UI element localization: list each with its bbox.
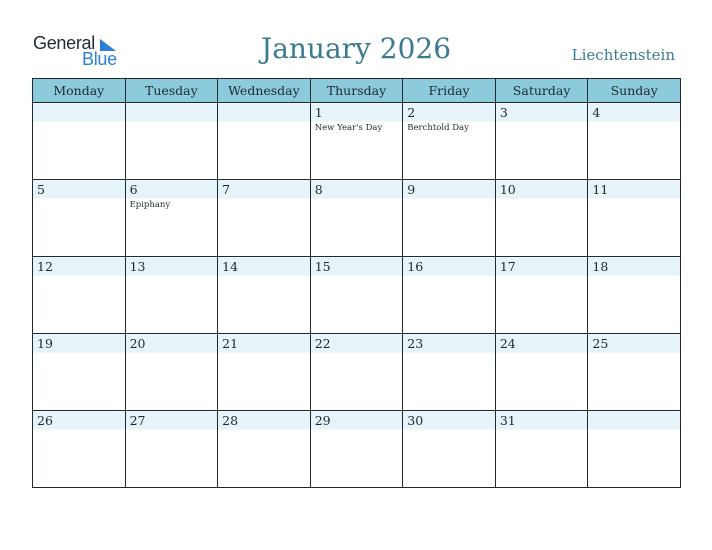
day-number: 19 xyxy=(37,336,53,351)
holiday-label xyxy=(496,198,588,200)
holiday-label xyxy=(588,412,680,414)
day-cell xyxy=(588,180,681,257)
holiday-label xyxy=(403,352,495,354)
weekday-header: Monday xyxy=(33,79,126,103)
holiday-label xyxy=(218,198,310,200)
week-row xyxy=(33,103,681,180)
day-cell xyxy=(125,103,218,180)
day-cell xyxy=(33,103,126,180)
holiday-label xyxy=(588,198,680,200)
holiday-label xyxy=(496,275,588,277)
day-number: 4 xyxy=(592,105,601,120)
day-cell xyxy=(125,411,218,488)
day-cell xyxy=(310,257,403,334)
day-number: 25 xyxy=(592,336,609,351)
day-cell xyxy=(588,334,681,411)
day-cell xyxy=(403,257,496,334)
day-number: 9 xyxy=(407,182,416,197)
holiday-label xyxy=(218,104,310,106)
day-number: 10 xyxy=(499,182,516,197)
day-number: 3 xyxy=(499,105,508,120)
week-row xyxy=(33,411,681,488)
day-cell xyxy=(310,411,403,488)
day-number: 27 xyxy=(129,413,146,428)
day-number: 15 xyxy=(314,259,331,274)
day-number: 28 xyxy=(222,413,239,428)
week-row xyxy=(33,180,681,257)
day-number: 24 xyxy=(499,336,516,351)
holiday-label xyxy=(126,104,218,106)
day-number: 13 xyxy=(129,259,146,274)
day-cell xyxy=(218,411,311,488)
day-cell xyxy=(218,334,311,411)
holiday-label xyxy=(403,429,495,431)
day-cell xyxy=(495,334,588,411)
holiday-label: New Year's Day xyxy=(314,123,383,133)
day-cell xyxy=(33,411,126,488)
day-cell xyxy=(125,334,218,411)
day-number: 31 xyxy=(499,413,516,428)
holiday-label xyxy=(218,352,310,354)
holiday-label xyxy=(588,275,680,277)
day-cell xyxy=(588,411,681,488)
day-cell xyxy=(310,103,403,180)
holiday-label xyxy=(33,352,125,354)
holiday-label xyxy=(403,198,495,200)
holiday-label xyxy=(588,352,680,354)
holiday-label xyxy=(311,198,403,200)
day-number: 30 xyxy=(407,413,424,428)
holiday-label xyxy=(33,198,125,200)
day-cell xyxy=(33,180,126,257)
day-cell xyxy=(403,411,496,488)
holiday-label xyxy=(33,275,125,277)
holiday-label xyxy=(311,275,403,277)
holiday-label xyxy=(496,121,588,123)
day-number: 22 xyxy=(314,336,331,351)
holiday-label xyxy=(311,352,403,354)
day-number: 20 xyxy=(129,336,146,351)
day-cell xyxy=(125,180,218,257)
holiday-label xyxy=(33,104,125,106)
logo-text-general: General xyxy=(33,33,95,53)
day-number: 18 xyxy=(592,259,609,274)
holiday-label xyxy=(126,275,218,277)
day-cell xyxy=(33,257,126,334)
day-cell xyxy=(310,180,403,257)
weekday-header: Friday xyxy=(403,79,496,103)
holiday-label: Epiphany xyxy=(129,200,171,210)
day-number: 17 xyxy=(499,259,516,274)
week-row xyxy=(33,257,681,334)
holiday-label xyxy=(496,429,588,431)
holiday-label xyxy=(496,352,588,354)
day-cell xyxy=(218,103,311,180)
day-cell xyxy=(495,411,588,488)
weekday-header: Sunday xyxy=(588,79,681,103)
weekday-header: Saturday xyxy=(495,79,588,103)
holiday-label: Berchtold Day xyxy=(407,123,469,133)
day-number: 14 xyxy=(222,259,239,274)
logo-text-blue: Blue xyxy=(82,49,117,69)
month-calendar-grid xyxy=(32,78,681,488)
weekday-header: Wednesday xyxy=(218,79,311,103)
day-number: 16 xyxy=(407,259,424,274)
day-cell xyxy=(495,103,588,180)
weekday-header: Tuesday xyxy=(125,79,218,103)
holiday-label xyxy=(218,429,310,431)
day-cell xyxy=(33,334,126,411)
day-number: 2 xyxy=(407,105,416,120)
day-number: 29 xyxy=(314,413,331,428)
day-number: 5 xyxy=(37,182,45,197)
day-cell xyxy=(403,103,496,180)
day-number: 6 xyxy=(129,182,138,197)
day-number: 8 xyxy=(314,182,323,197)
weekday-header-row xyxy=(33,79,681,103)
day-number: 12 xyxy=(37,259,53,274)
country-label: Liechtenstein xyxy=(571,46,675,64)
day-cell xyxy=(588,103,681,180)
holiday-label xyxy=(126,352,218,354)
day-number: 21 xyxy=(222,336,239,351)
holiday-label xyxy=(403,275,495,277)
day-number: 11 xyxy=(592,182,609,197)
day-cell xyxy=(495,180,588,257)
day-number: 23 xyxy=(407,336,424,351)
day-cell xyxy=(495,257,588,334)
week-row xyxy=(33,334,681,411)
holiday-label xyxy=(126,429,218,431)
day-number: 26 xyxy=(37,413,53,428)
holiday-label xyxy=(311,429,403,431)
holiday-label xyxy=(588,121,680,123)
day-number: 1 xyxy=(314,105,323,120)
holiday-label xyxy=(33,429,125,431)
day-cell xyxy=(310,334,403,411)
day-number: 7 xyxy=(222,182,231,197)
calendar-title: January 2026 xyxy=(260,32,452,65)
day-cell xyxy=(218,180,311,257)
day-cell xyxy=(588,257,681,334)
day-cell xyxy=(403,334,496,411)
day-cell xyxy=(403,180,496,257)
holiday-label xyxy=(218,275,310,277)
day-cell xyxy=(218,257,311,334)
day-cell xyxy=(125,257,218,334)
weekday-header: Thursday xyxy=(310,79,403,103)
